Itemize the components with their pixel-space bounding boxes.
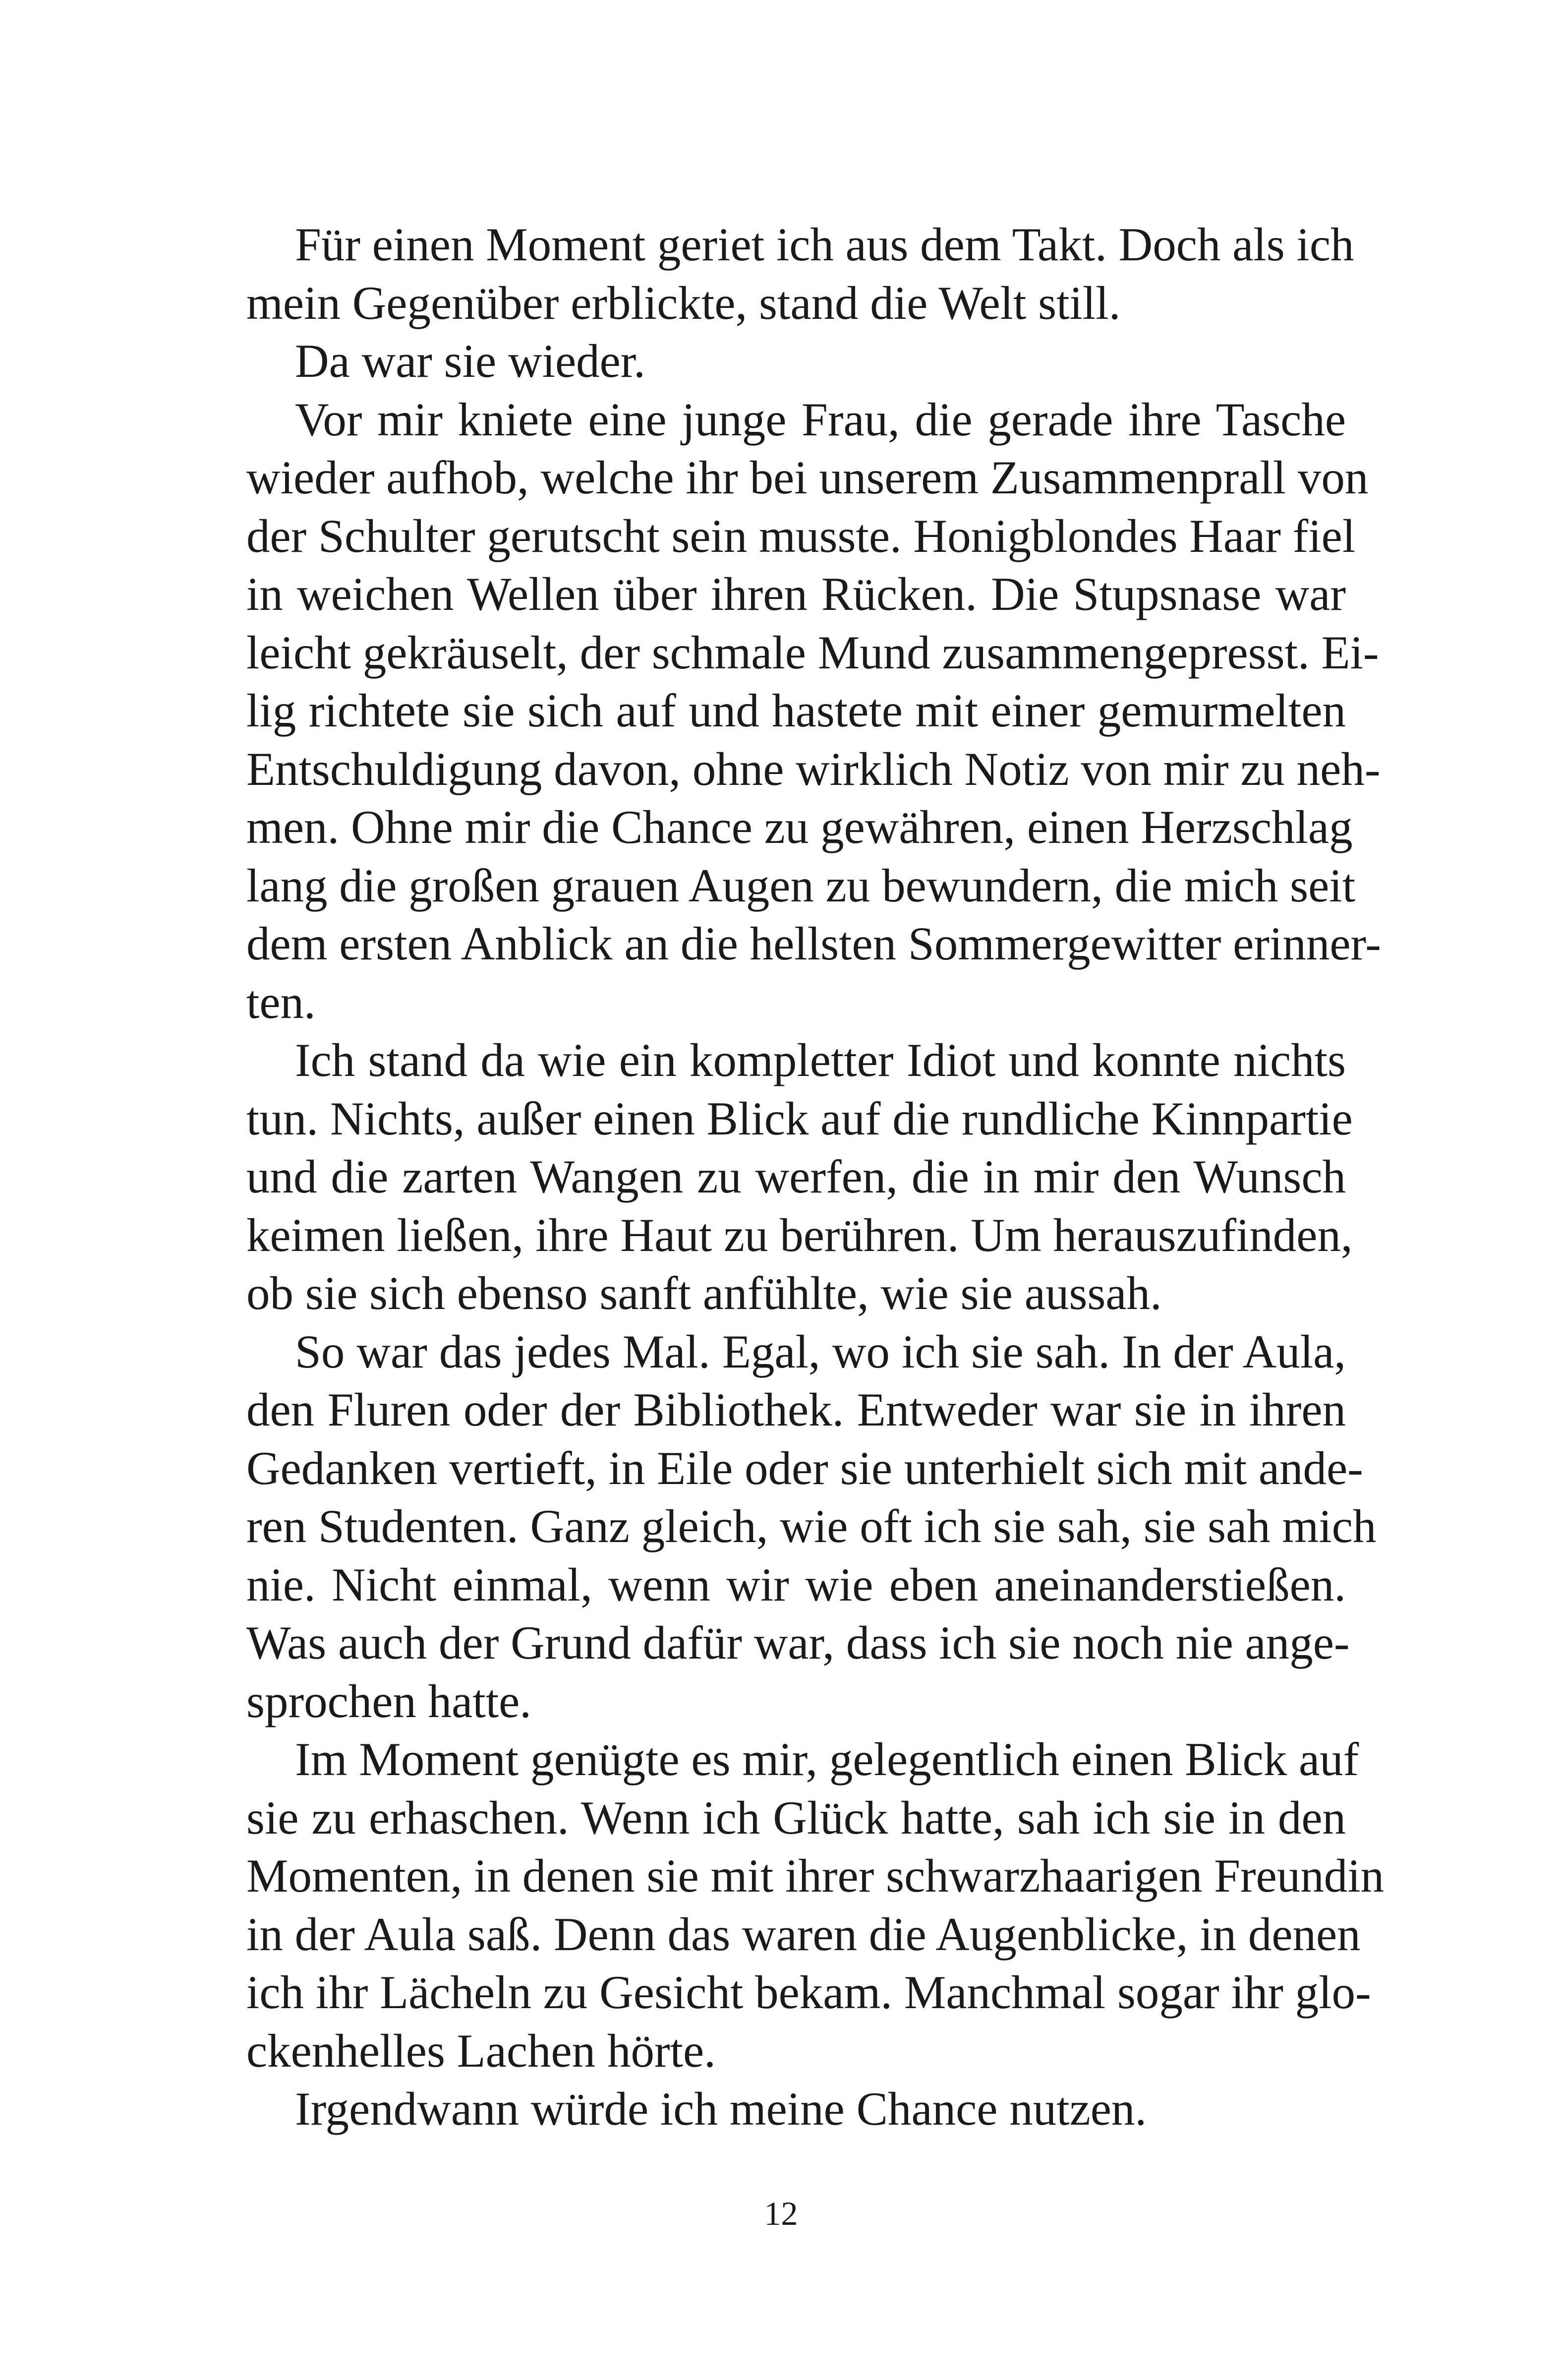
text-line: Entschuldigung davon, ohne wirklich Notiz von mir zu neh- [246, 742, 1381, 795]
text-line: Im Moment genügte es mir, gelegentlich einen Blick auf [295, 1733, 1359, 1785]
page-number: 12 [764, 2195, 798, 2232]
paragraph [246, 1323, 1377, 1731]
text-line: ich ihr Lächeln zu Gesicht bekam. Manchmal sogar ihr glo- [246, 1966, 1371, 2019]
text-line: ten. [246, 975, 316, 1028]
text-line: lig richtete sie sich auf und hastete mit einer gemurmelten [246, 684, 1346, 737]
text-line: Gedanken vertieft, in Eile oder sie unterhielt sich mit ande- [246, 1441, 1363, 1494]
text-line: So war das jedes Mal. Egal, wo ich sie sah. In der Aula, [295, 1325, 1346, 1378]
text-line: in der Aula saß. Denn das waren die Augenblicke, in denen [246, 1907, 1361, 1961]
text-line: ren Studenten. Ganz gleich, wie oft ich sie sah, sie sah mich [246, 1500, 1377, 1552]
text-line: Ich stand da wie ein kompletter Idiot und konnte nichts [295, 1034, 1346, 1086]
text-line: dem ersten Anblick an die hellsten Sommergewitter erinner- [246, 917, 1381, 970]
text-line: tun. Nichts, außer einen Blick auf die rundliche Kinnpartie [246, 1092, 1353, 1145]
paragraph [246, 216, 1354, 332]
text-line: und die zarten Wangen zu werfen, die in mir den Wunsch [246, 1150, 1346, 1203]
text-line: nie. Nicht einmal, wenn wir wie eben aneinanderstießen. [246, 1558, 1346, 1611]
text-line: wieder aufhob, welche ihr bei unserem Zusammenprall von [246, 451, 1369, 504]
text-line: ckenhelles Lachen hörte. [246, 2024, 716, 2077]
text-line: Irgendwann würde ich meine Chance nutzen. [295, 2082, 1147, 2135]
paragraph [246, 1730, 1385, 2080]
text-line: Vor mir kniete eine junge Frau, die gerade ihre Tasche [295, 393, 1346, 446]
paragraph [246, 391, 1381, 1032]
text-line: sprochen hatte. [246, 1674, 532, 1727]
paragraph [246, 1031, 1353, 1323]
text-line: men. Ohne mir die Chance zu gewähren, einen Herzschlag [246, 801, 1353, 853]
text-line: leicht gekräuselt, der schmale Mund zusammengepresst. Ei- [246, 626, 1379, 679]
text-line: keimen ließen, ihre Haut zu berühren. Um herauszufinden, [246, 1208, 1353, 1261]
text-line: der Schulter gerutscht sein musste. Honigblondes Haar fiel [246, 509, 1356, 562]
text-line: Was auch der Grund dafür war, dass ich sie noch nie ange- [246, 1616, 1350, 1669]
text-line: Momenten, in denen sie mit ihrer schwarzhaarigen Freundin [246, 1849, 1385, 1902]
paragraph [246, 332, 1346, 391]
text-line: den Fluren oder der Bibliothek. Entweder war sie in ihren [246, 1383, 1346, 1436]
text-line: mein Gegenüber erblickte, stand die Welt still. [246, 276, 1121, 329]
body-text [246, 216, 1385, 2139]
text-line: sie zu erhaschen. Wenn ich Glück hatte, sah ich sie in den [246, 1791, 1346, 1844]
text-line: in weichen Wellen über ihren Rücken. Die Stupsnase war [246, 568, 1346, 620]
text-line: ob sie sich ebenso sanft anfühlte, wie sie aussah. [246, 1267, 1162, 1319]
paragraph [246, 2080, 1346, 2139]
text-line: lang die großen grauen Augen zu bewundern, die mich seit [246, 859, 1356, 912]
text-line: Für einen Moment geriet ich aus dem Takt. Doch als ich [295, 218, 1354, 271]
text-line: Da war sie wieder. [295, 335, 645, 387]
